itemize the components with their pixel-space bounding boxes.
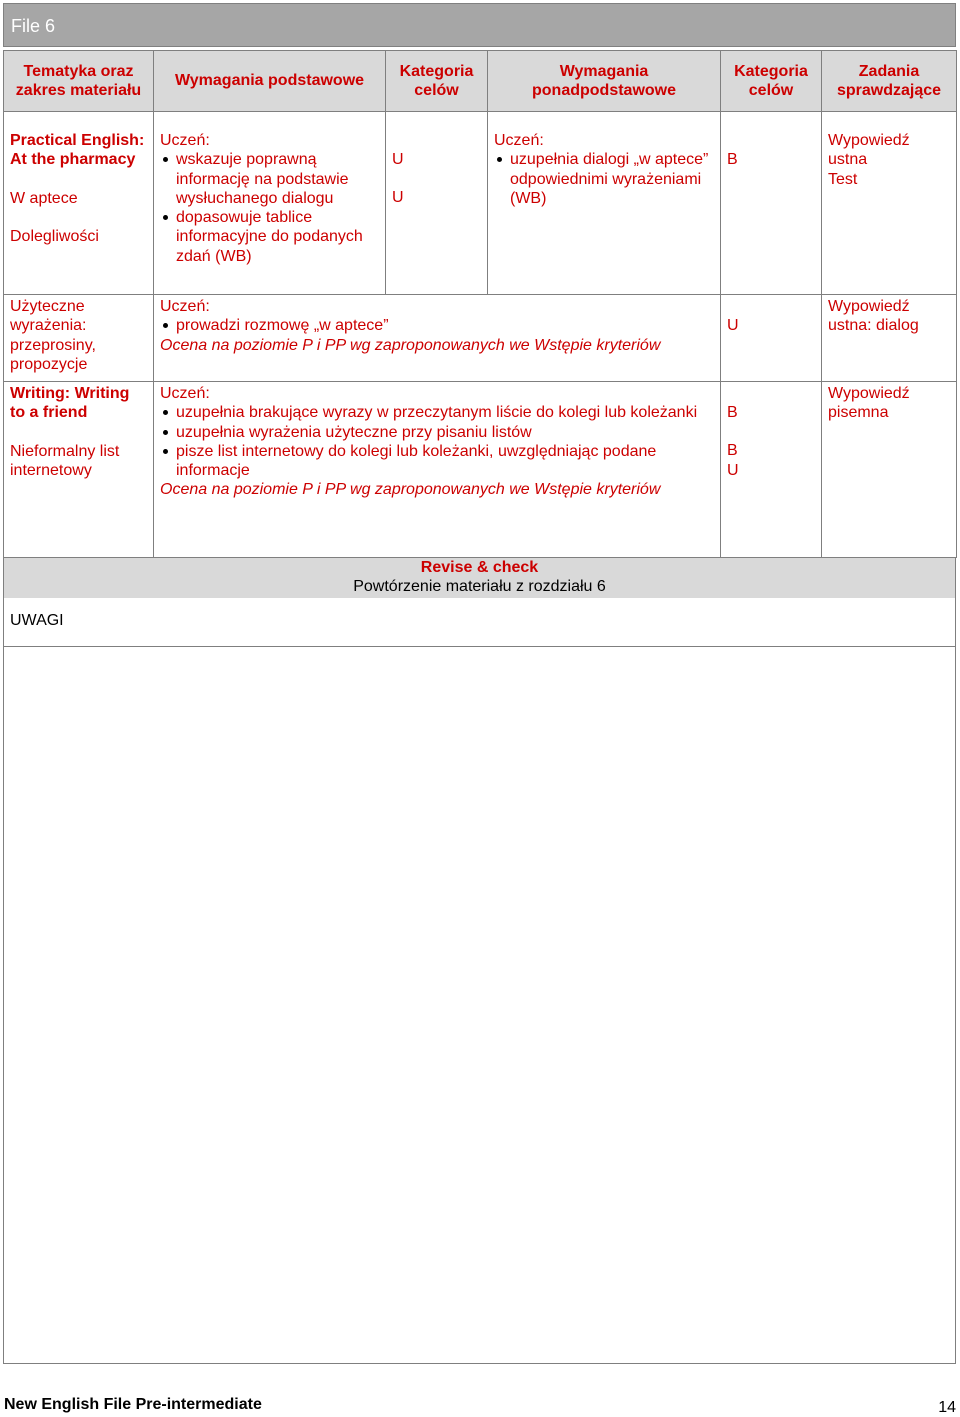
revise-title: Revise & check: [420, 559, 539, 576]
file-title: File 6: [11, 16, 56, 36]
category-value: B: [727, 404, 738, 421]
tasks-cell: [822, 382, 957, 558]
tasks-cell: [822, 112, 957, 295]
topic-text: Nieformalny list internetowy: [10, 442, 120, 479]
col-header-category: Kategoria celów: [386, 51, 488, 112]
table-row: [4, 382, 957, 558]
uczen-label: Uczeń:: [160, 298, 210, 315]
task-text: Wypowiedź ustna: [828, 132, 910, 169]
uczen-label: Uczeń:: [160, 132, 210, 149]
assessment-note: Ocena na poziomie P i PP wg zaproponowanych we Wstępie kryteriów: [160, 481, 661, 499]
tasks-cell: [822, 295, 957, 382]
topic-text: Dolegliwości: [10, 227, 99, 245]
curriculum-table: [3, 50, 957, 558]
basic-requirements-cell: [154, 112, 386, 295]
list-item: uzupełnia brakujące wyrazy w przeczytanym liście do kolegi lub koleżanki: [176, 403, 714, 422]
category-cell: [721, 295, 822, 382]
topic-cell: [4, 382, 154, 558]
list-item: uzupełnia wyrażenia użyteczne przy pisaniu listów: [176, 423, 714, 442]
requirements-cell: [154, 295, 721, 382]
uwagi-label: UWAGI: [4, 598, 955, 647]
table-header-row: [4, 51, 957, 112]
list-item: pisze list internetowy do kolegi lub koleżanki, uwzględniając podane informacje: [176, 442, 714, 481]
revise-subtitle: Powtórzenie materiału z rozdziału 6: [353, 578, 606, 596]
list-item: prowadzi rozmowę „w aptece”: [176, 316, 714, 335]
page-number: 14: [938, 1399, 956, 1416]
assessment-note: Ocena na poziomie P i PP wg zaproponowanych we Wstępie kryteriów: [160, 336, 661, 354]
topic-cell: [4, 295, 154, 382]
category-cell: [721, 382, 822, 558]
col-header-category: Kategoria celów: [721, 51, 822, 112]
topic-title: Writing: Writing to a friend: [10, 385, 130, 422]
uwagi-box: [3, 557, 956, 1364]
uczen-label: Uczeń:: [494, 132, 544, 149]
revise-section: [4, 558, 955, 598]
category-cell: [386, 112, 488, 295]
col-header-basic: Wymagania podstawowe: [154, 51, 386, 112]
category-value: U: [727, 461, 739, 479]
category-value: B: [727, 442, 738, 460]
col-header-topic: Tematyka oraz zakres materiału: [4, 51, 154, 112]
table-row: [4, 112, 957, 295]
footer-book-title: New English File Pre-intermediate: [4, 1396, 262, 1413]
category-value: U: [392, 189, 404, 207]
topic-cell: [4, 112, 154, 295]
col-header-tasks: Zadania sprawdzające: [822, 51, 957, 112]
file-title-bar: [3, 3, 956, 47]
task-text: Wypowiedź ustna: dialog: [828, 298, 919, 335]
list-item: uzupełnia dialogi „w aptece” odpowiednimi wyrażeniami (WB): [510, 150, 714, 208]
category-value: B: [727, 151, 738, 168]
topic-title: Practical English: At the pharmacy: [10, 132, 145, 169]
topic-text: W aptece: [10, 189, 78, 207]
table-row: [4, 295, 957, 382]
task-text: Test: [828, 170, 858, 188]
requirements-cell: [154, 382, 721, 558]
extended-requirements-cell: [488, 112, 721, 295]
list-item: dopasowuje tablice informacyjne do podanych zdań (WB): [176, 208, 379, 266]
task-text: Wypowiedź pisemna: [828, 385, 910, 422]
col-header-extended: Wymagania ponadpodstawowe: [488, 51, 721, 112]
category-value: U: [392, 151, 404, 168]
category-value: U: [727, 317, 739, 334]
category-cell: [721, 112, 822, 295]
uczen-label: Uczeń:: [160, 385, 210, 402]
list-item: wskazuje poprawną informację na podstawie wysłuchanego dialogu: [176, 150, 379, 208]
topic-text: Użyteczne wyrażenia: przeprosiny, propozycje: [10, 298, 96, 373]
